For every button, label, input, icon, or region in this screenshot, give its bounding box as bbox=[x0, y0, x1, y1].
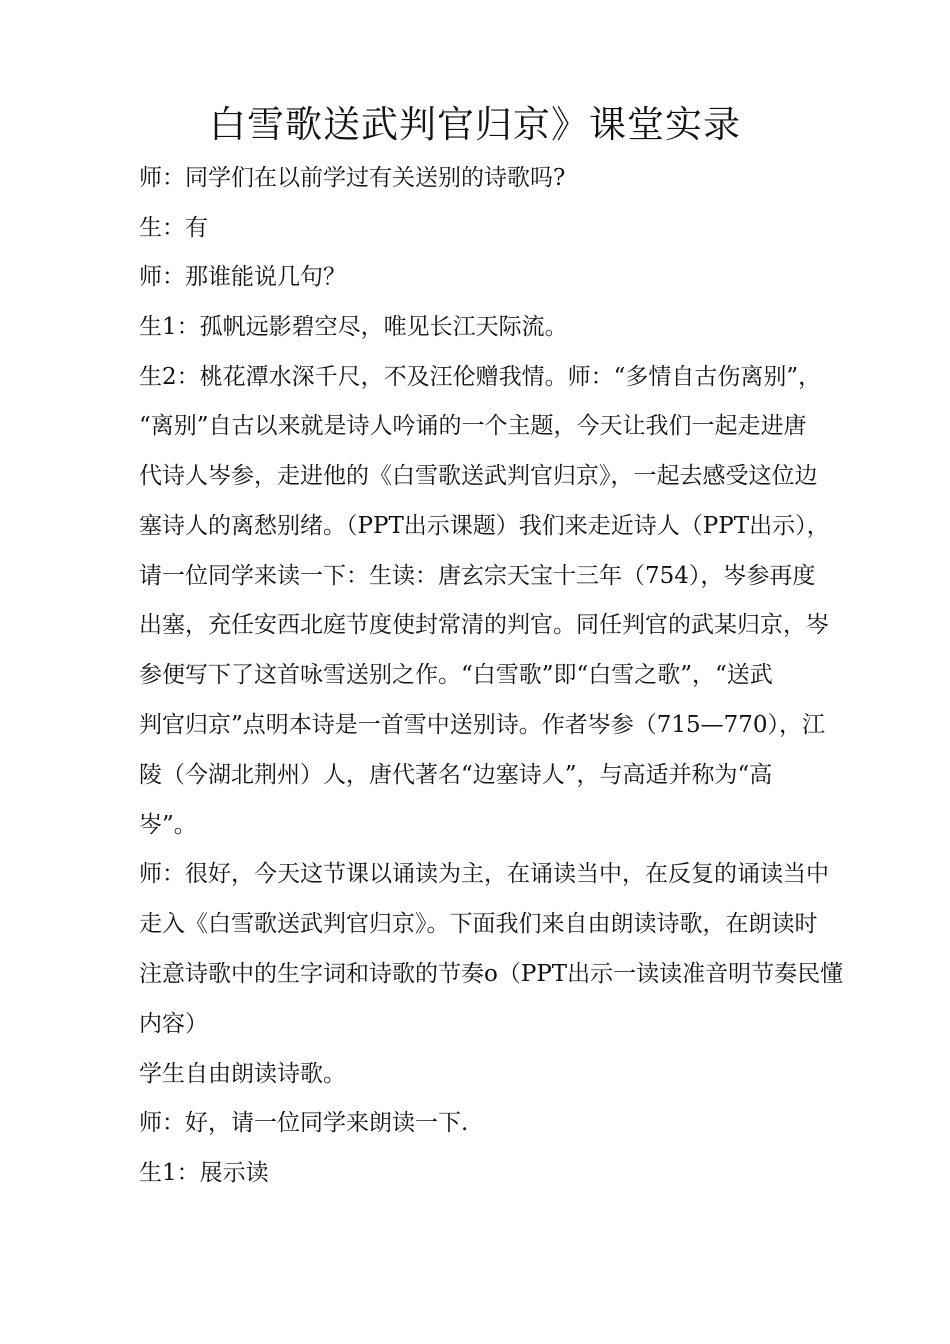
document-title: 白雪歌送武判官归京》课堂实录 bbox=[209, 103, 741, 146]
text-line: 生2：桃花潭水深千尺，不及汪伦赠我情。师：“多情自古伤离别”， bbox=[139, 364, 822, 390]
text-line: 塞诗人的离愁别绪。（PPT出示课题）我们来走近诗人（PPT出示）， bbox=[139, 513, 830, 539]
text-line: 走入《白雪歌送武判官归京》。下面我们来自由朗读诗歌，在朗读时 bbox=[139, 911, 818, 937]
text-line: 注意诗歌中的生字词和诗歌的节奏o（PPT出示一读读准音明节奏民懂 bbox=[139, 961, 844, 987]
text-line: 师：很好，今天这节课以诵读为主，在诵读当中，在反复的诵读当中 bbox=[139, 861, 829, 887]
text-line: 判官归京”点明本诗是一首雪中送别诗。作者岑参（715—770），江 bbox=[139, 712, 826, 738]
text-line: 请一位同学来读一下：生读：唐玄宗天宝十三年（754），岑参再度 bbox=[139, 563, 816, 589]
text-line: 生1：孤帆远影碧空尽，唯见长江天际流。 bbox=[139, 314, 568, 340]
text-line: 内容） bbox=[139, 1011, 208, 1037]
text-line: 生：有 bbox=[139, 215, 208, 241]
text-line: 师：好，请一位同学来朗读一下. bbox=[139, 1110, 469, 1136]
text-line: 学生自由朗读诗歌。 bbox=[139, 1061, 346, 1087]
text-line: 师：同学们在以前学过有关送别的诗歌吗? bbox=[139, 165, 566, 191]
text-line: 出塞，充任安西北庭节度使封常清的判官。同任判官的武某归京，岑 bbox=[139, 612, 829, 638]
text-line: 陵（今湖北荆州）人，唐代著名“边塞诗人”，与高适并称为“高 bbox=[139, 762, 773, 788]
text-line: 参便写下了这首咏雪送别之作。“白雪歌”即“白雪之歌”，“送武 bbox=[139, 662, 773, 688]
text-line: 代诗人岑参，走进他的《白雪歌送武判官归京》，一起去感受这位边 bbox=[139, 463, 818, 489]
text-line: 生1：展示读 bbox=[139, 1160, 269, 1186]
text-line: 师：那谁能说几句？ bbox=[139, 264, 346, 290]
text-line: 岑”。 bbox=[139, 812, 197, 838]
text-line: “离别”自古以来就是诗人吟诵的一个主题，今天让我们一起走进唐 bbox=[139, 413, 807, 439]
